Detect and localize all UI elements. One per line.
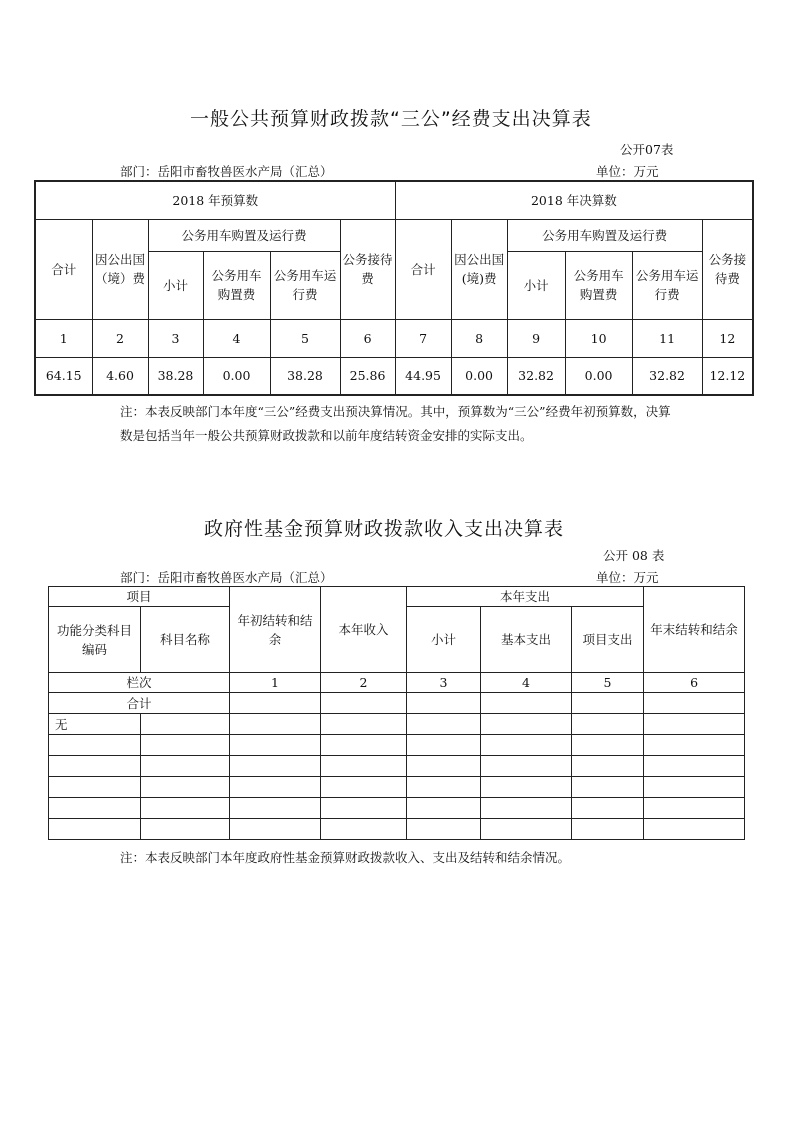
basic-expense-header: 基本支出 [481,607,572,673]
final-subtotal-header: 小计 [507,251,565,319]
closing-balance-header: 年末结转和结余 [644,587,745,673]
section1-department: 部门：岳阳市畜牧兽医水产局（汇总） [120,164,333,179]
section1-note: 注：本表反映部门本年度“三公”经费支出预决算情况。其中，预算数为“三公”经费年初预算数，决算数是包括当年一般公共预算财政拨款和以前年度结转资金安排的实际支出。 [120,404,671,443]
empty-cell [572,777,644,798]
budget-reception-header: 公务接待费 [340,219,395,319]
none-label: 无 [49,714,141,735]
empty-cell [481,735,572,756]
value-cell: 0.00 [565,357,632,395]
value-cell: 64.15 [35,357,92,395]
subject-name-header: 科目名称 [141,607,230,673]
total-label: 合计 [49,693,230,714]
index-cell: 6 [644,673,745,693]
budget-purchase-header: 公务用车购置费 [203,251,270,319]
empty-cell [481,756,572,777]
current-expense-header: 本年支出 [407,587,644,607]
final-group-header: 2018 年决算数 [395,181,753,219]
empty-cell [481,693,572,714]
empty-cell [572,714,644,735]
empty-cell [321,756,407,777]
value-cell: 38.28 [148,357,203,395]
value-cell: 25.86 [340,357,395,395]
empty-cell [141,819,230,840]
index-cell: 3 [148,319,203,357]
final-purchase-header: 公务用车购置费 [565,251,632,319]
empty-cell [572,756,644,777]
empty-cell [49,756,141,777]
index-cell: 2 [92,319,148,357]
empty-cell [644,798,745,819]
final-abroad-header: 因公出国(境)费 [451,219,507,319]
budget-vehicle-header: 公务用车购置及运行费 [148,219,340,251]
empty-cell [407,714,481,735]
empty-cell [644,777,745,798]
index-cell: 5 [270,319,340,357]
empty-cell [321,819,407,840]
empty-cell [230,756,321,777]
empty-cell [49,819,141,840]
value-cell: 44.95 [395,357,451,395]
function-code-header: 功能分类科目编码 [49,607,141,673]
section2-form-number: 公开 08 表 [603,548,665,563]
final-reception-header: 公务接待费 [702,219,753,319]
table-row [49,735,745,756]
empty-cell [49,777,141,798]
index-cell: 7 [395,319,451,357]
index-cell: 1 [35,319,92,357]
empty-cell [407,819,481,840]
total-row [49,693,745,714]
empty-cell [572,693,644,714]
section1-unit: 单位：万元 [596,164,659,179]
table-row [49,798,745,819]
empty-cell [572,819,644,840]
empty-cell [481,777,572,798]
budget-group-header: 2018 年预算数 [35,181,395,219]
empty-cell [141,798,230,819]
opening-balance-header: 年初结转和结余 [230,587,321,673]
empty-cell [230,819,321,840]
empty-cell [321,777,407,798]
section2-department: 部门：岳阳市畜牧兽医水产局（汇总） [120,570,333,585]
index-cell: 4 [481,673,572,693]
index-row [35,319,753,357]
empty-cell [481,819,572,840]
empty-cell [407,798,481,819]
empty-cell [481,798,572,819]
empty-cell [141,756,230,777]
empty-cell [230,798,321,819]
expense-subtotal-header: 小计 [407,607,481,673]
empty-cell [481,714,572,735]
index-cell: 3 [407,673,481,693]
empty-cell [407,777,481,798]
empty-cell [141,777,230,798]
value-cell: 38.28 [270,357,340,395]
budget-abroad-header: 因公出国（境）费 [92,219,148,319]
final-total-header: 合计 [395,219,451,319]
final-operation-header: 公务用车运行费 [632,251,702,319]
empty-cell [230,693,321,714]
index-cell: 2 [321,673,407,693]
empty-cell [321,798,407,819]
empty-cell [644,756,745,777]
table-row [49,756,745,777]
empty-cell [230,777,321,798]
value-row [35,357,753,395]
empty-cell [321,693,407,714]
index-cell: 1 [230,673,321,693]
section1-title: 一般公共预算财政拨款“三公”经费支出决算表 [190,108,592,130]
index-label: 栏次 [49,673,230,693]
index-cell: 6 [340,319,395,357]
empty-cell [321,714,407,735]
value-cell: 4.60 [92,357,148,395]
empty-cell [321,735,407,756]
index-cell: 5 [572,673,644,693]
table-row [49,777,745,798]
empty-cell [572,735,644,756]
empty-cell [49,798,141,819]
section1-form-number: 公开07表 [620,142,674,157]
empty-cell [230,735,321,756]
table-row [49,714,745,735]
index-cell: 9 [507,319,565,357]
index-cell: 12 [702,319,753,357]
index-cell: 11 [632,319,702,357]
value-cell: 32.82 [632,357,702,395]
empty-cell [230,714,321,735]
value-cell: 0.00 [203,357,270,395]
empty-cell [407,735,481,756]
budget-total-header: 合计 [35,219,92,319]
value-cell: 32.82 [507,357,565,395]
empty-cell [141,714,230,735]
current-income-header: 本年收入 [321,587,407,673]
government-fund-table [48,586,745,840]
table-row [49,819,745,840]
value-cell: 0.00 [451,357,507,395]
budget-subtotal-header: 小计 [148,251,203,319]
empty-cell [644,819,745,840]
value-cell: 12.12 [702,357,753,395]
empty-cell [572,798,644,819]
index-cell: 10 [565,319,632,357]
project-expense-header: 项目支出 [572,607,644,673]
three-public-expenses-table [34,180,754,396]
section2-unit: 单位：万元 [596,570,659,585]
empty-cell [644,693,745,714]
empty-cell [644,735,745,756]
index-cell: 8 [451,319,507,357]
empty-cell [407,756,481,777]
empty-cell [49,735,141,756]
index-row [49,673,745,693]
empty-cell [141,735,230,756]
final-vehicle-header: 公务用车购置及运行费 [507,219,702,251]
empty-cell [407,693,481,714]
section2-note: 注：本表反映部门本年度政府性基金预算财政拨款收入、支出及结转和结余情况。 [120,850,571,865]
item-header: 项目 [49,587,230,607]
index-cell: 4 [203,319,270,357]
section2-title: 政府性基金预算财政拨款收入支出决算表 [204,518,565,540]
empty-cell [644,714,745,735]
budget-operation-header: 公务用车运行费 [270,251,340,319]
